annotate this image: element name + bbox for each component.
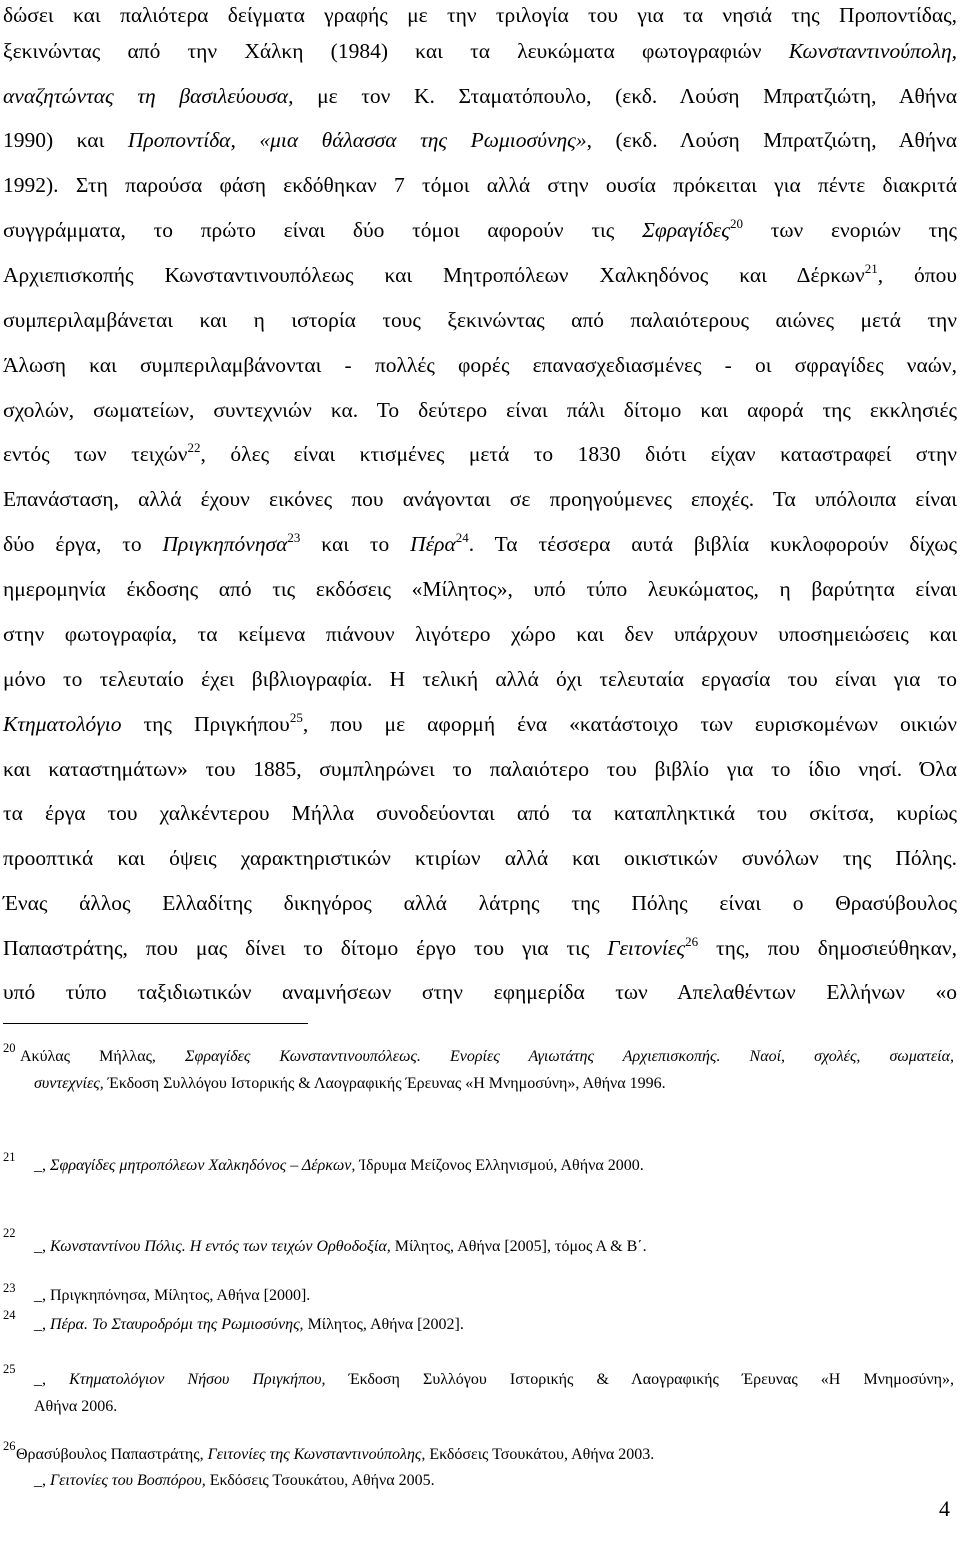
footnote-22: _, Κωνσταντίνου Πόλις. Η εντός των τειχών Ορθοδοξία, Μίλητος, Αθήνα [2005], τόμος Α & Β΄. [34, 1238, 647, 1255]
text-line: στην φωτογραφία, τα κείμενα πιάνουν λιγότερο χώρο και δεν υπάρχουν υποσημειώσεις και [3, 622, 957, 646]
text-line: Παπαστράτης, που μας δίνει το δίτομο έργο του για τις Γειτονίες$^{26}$ της, που δημοσιεύθηκαν, [3, 933, 957, 960]
text-line: συγγράμματα, το πρώτο είναι δύο τόμοι αφορούν τις Σφραγίδες$^{20}$ των ενοριών της [3, 215, 958, 242]
footnote-25-cont: Αθήνα 2006. [34, 1398, 118, 1415]
text-line: 1992). Στη παρούσα φάση εκδόθηκαν 7 τόμοι αλλά στην ουσία πρόκειται για πέντε διακριτά [3, 173, 957, 197]
text-line: εντός των τειχών$^{22}$, όλες είναι κτισμένες μετά το 1830 διότι είχαν καταστραφεί στην [3, 439, 958, 466]
footnote-ref: 21 [864, 260, 878, 276]
footnote-number: 24 [3, 1308, 16, 1322]
footnote-20-cont: συντεχνίες, Έκδοση Συλλόγου Ιστορικής & Λαογραφικής Έρευνας «Η Μνημοσύνη», Αθήνα 1996. [34, 1075, 666, 1092]
footnote-ref: 26 [685, 933, 699, 949]
footnote-ref: 20 [729, 215, 743, 231]
footnote-23: _, Πριγκηπόνησα, Μίλητος, Αθήνα [2000]. [34, 1287, 311, 1304]
text-line: τα έργα του χαλκέντερου Μήλλα συνοδεύονται από τα καταπληκτικά του σκίτσα, κυρίως [3, 801, 957, 825]
text-line: δύο έργα, το Πριγκηπόνησα$^{23}$ και το Πέρα$^{24}$. Τα τέσσερα αυτά βιβλία κυκλοφορούν δίχως [3, 529, 957, 556]
footnote-number: 21 [3, 1150, 16, 1164]
text-line: Αρχιεπισκοπής Κωνσταντινουπόλεως και Μητροπόλεων Χαλκηδόνος και Δέρκων$^{21}$, όπου [3, 260, 958, 287]
footnote-ref: 24 [455, 529, 469, 545]
footnote-ref: 25 [289, 709, 303, 725]
footnote-number: 22 [3, 1226, 16, 1240]
footnote-number: 25 [3, 1362, 16, 1376]
footnote-ref: 22 [187, 439, 201, 455]
footnote-number: 26 [3, 1439, 16, 1453]
text-line: ημερομηνία έκδοσης από τις εκδόσεις «Μίλητος», υπό τύπο λευκώματος, η βαρύτητα είναι [3, 577, 957, 601]
footnote-26-cont: _, Γειτονίες του Βοσπόρου, Εκδόσεις Τσουκάτου, Αθήνα 2005. [34, 1472, 435, 1489]
footnote-separator [3, 1023, 308, 1024]
text-line: Κτηματολόγιο της Πριγκήπου$^{25}$, που με αφορμή ένα «κατάστοιχο των ευρισκομένων οικιών [3, 709, 958, 736]
text-line: μόνο το τελευταίο έχει βιβλιογραφία. Η τελική αλλά όχι τελευταία εργασία του είναι για το [3, 667, 957, 691]
text-line: Επανάσταση, αλλά έχουν εικόνες που ανάγονται σε προηγούμενες εποχές. Τα υπόλοιπα είναι [3, 487, 957, 511]
page-number: 4 [939, 1496, 950, 1521]
text-line: συμπεριλαμβάνεται και η ιστορία τους ξεκινώντας από παλαιότερους αιώνες μετά την [3, 308, 957, 332]
footnote-20: Ακύλας Μήλλας, Σφραγίδες Κωνσταντινουπόλεως. Ενορίες Αγιωτάτης Αρχιεπισκοπής. Ναοί, σχολές, σωματεία, [20, 1048, 954, 1065]
text-line: και καταστημάτων» του 1885, συμπληρώνει το παλαιότερο του βιβλίο για το ίδιο νησί. Όλα [3, 757, 957, 781]
text-line: Ένας άλλος Ελλαδίτης δικηγόρος αλλά λάτρης της Πόλης είναι ο Θρασύβουλος [3, 891, 957, 915]
text-line: υπό τύπο ταξιδιωτικών αναμνήσεων στην εφημερίδα των Απελαθέντων Ελλήνων «ο [3, 980, 957, 1004]
footnote-25: _, Κτηματολόγιον Νήσου Πριγκήπου, Έκδοση Συλλόγου Ιστορικής & Λαογραφικής Έρευνας «Η Μνημοσύνη», [34, 1371, 955, 1388]
text-line: δώσει και παλιότερα δείγματα γραφής με την τριλογία του για τα νησιά της Προποντίδας, [3, 3, 957, 27]
text-line: σχολών, σωματείων, συντεχνιών κα. Το δεύτερο είναι πάλι δίτομο και αφορά της εκκλησιές [3, 398, 957, 422]
footnote-number: 20 [3, 1041, 16, 1055]
footnote-number: 23 [3, 1281, 16, 1295]
footnote-ref: 23 [287, 529, 301, 545]
text-line: ξεκινώντας από την Χάλκη (1984) και τα λευκώματα φωτογραφιών Κωνσταντινούπολη, [3, 39, 957, 63]
footnote-21: _, Σφραγίδες μητροπόλεων Χαλκηδόνος – Δέρκων, Ίδρυμα Μείζονος Ελληνισμού, Αθήνα 2000. [34, 1157, 644, 1174]
text-line: αναζητώντας τη βασιλεύουσα, με τον Κ. Σταματόπουλο, (εκδ. Λούση Μπρατζιώτη, Αθήνα [3, 84, 957, 108]
text-line: Άλωση και συμπεριλαμβάνονται - πολλές φορές επανασχεδιασμένες - οι σφραγίδες ναών, [3, 353, 957, 377]
text-line: προοπτικά και όψεις χαρακτηριστικών κτιρίων αλλά και οικιστικών συνόλων της Πόλης. [3, 846, 957, 870]
footnote-24: _, Πέρα. Το Σταυροδρόμι της Ρωμιοσύνης, Μίλητος, Αθήνα [2002]. [34, 1316, 464, 1333]
footnote-26: Θρασύβουλος Παπαστράτης, Γειτονίες της Κωνσταντινούπολης, Εκδόσεις Τσουκάτου, Αθήνα 2003. [16, 1446, 655, 1463]
text-line: 1990) και Προποντίδα, «μια θάλασσα της Ρωμιοσύνης», (εκδ. Λούση Μπρατζιώτη, Αθήνα [3, 128, 957, 152]
